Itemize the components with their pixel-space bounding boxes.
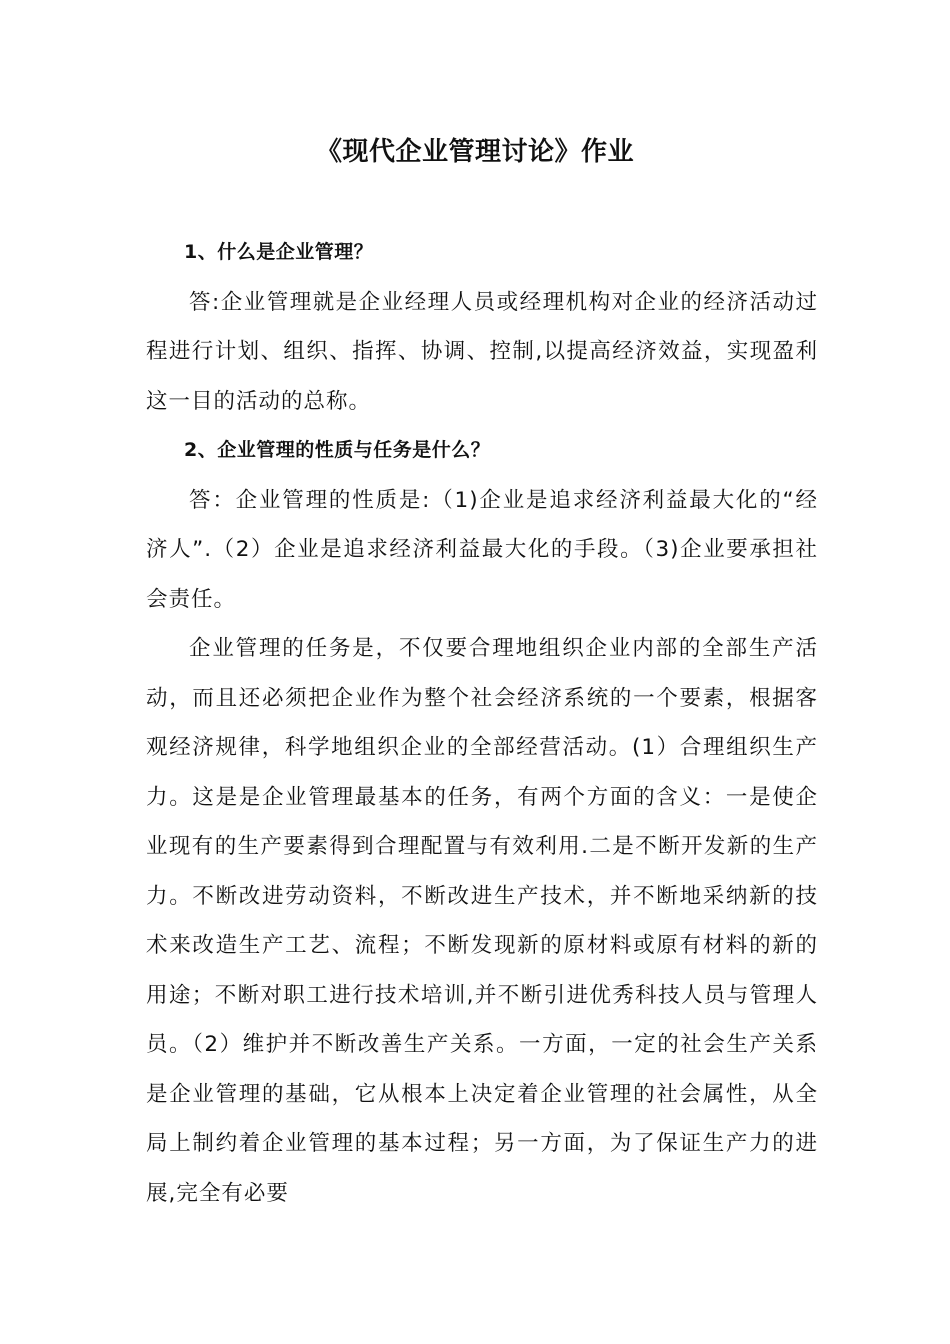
answer-paragraph: 答:企业管理就是企业经理人员或经理机构对企业的经济活动过程进行计划、组织、指挥、协调、控制,以提高经济效益，实现盈利这一目的活动的总称。 [146,289,818,414]
answer-paragraph: 答：企业管理的性质是:（1)企业是追求经济利益最大化的“经济人”.（2）企业是追求经济利益最大化的手段。（3)企业要承担社会责任。 [146,487,818,612]
question-heading: 1、什么是企业管理？ [184,241,374,263]
page-title: 《现代企业管理讨论》作业 [315,137,634,167]
document-body [146,228,818,1218]
question-heading: 2、企业管理的性质与任务是什么？ [184,439,491,461]
answer-paragraph: 企业管理的任务是，不仅要合理地组织企业内部的全部生产活动，而且还必须把企业作为整个社会经济系统的一个要素，根据客观经济规律，科学地组织企业的全部经营活动。(1）合理组织生产力。这是是企业管理最基本的任务，有两个方面的含义：一是使企业现有的生产要素得到合理配置与有效利用.二是不断开发新的生产力。不断改进劳动资料，不断改进生产技术，并不断地采纳新的技术来改造生产工艺、流程；不断发现新的原材料或原有材料的新的用途；不断对职工进行技术培训,并不断引进优秀科技人员与管理人员。（2）维护并不断改善生产关系。一方面，一定的社会生产关系是企业管理的基础，它从根本上决定着企业管理的社会属性，从全局上制约着企业管理的基本过程；另一方面，为了保证生产力的进展,完全有必要 [146,636,818,1206]
